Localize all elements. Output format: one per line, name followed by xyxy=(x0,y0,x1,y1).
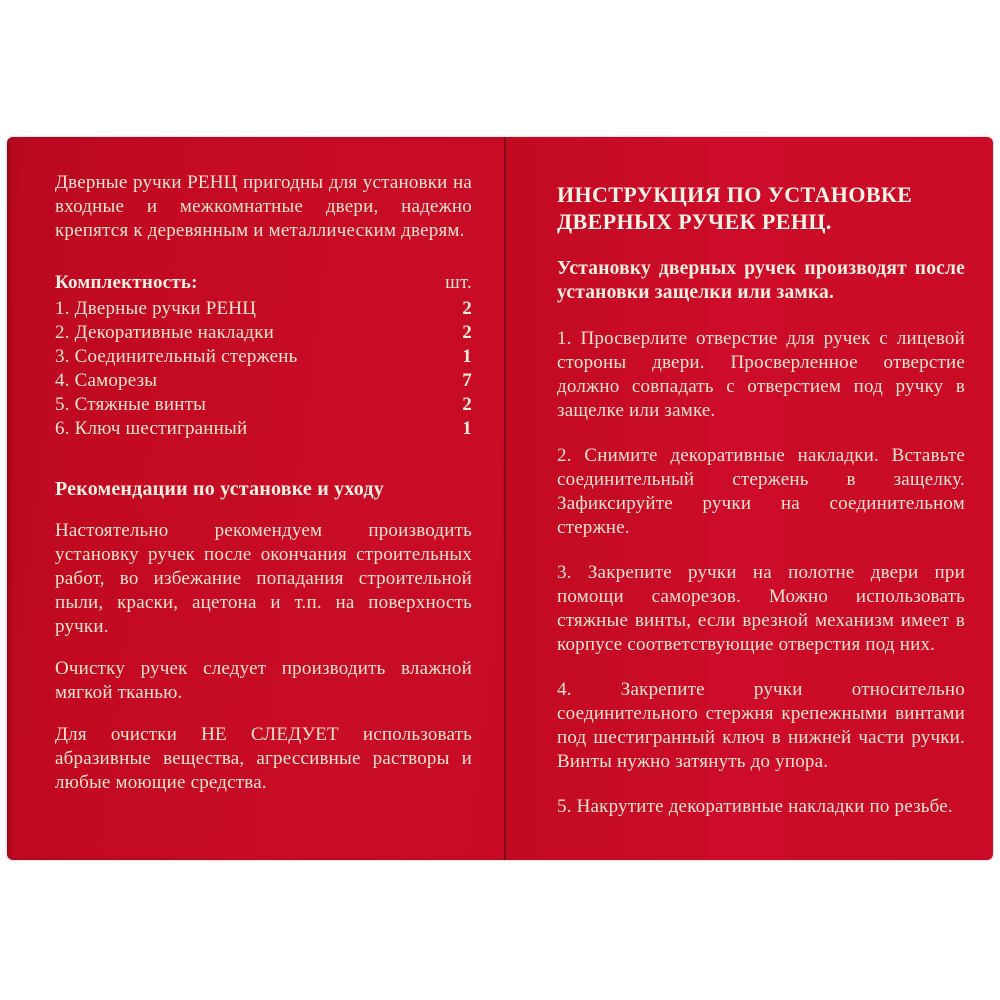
kit-title: Комплектность: xyxy=(55,272,198,293)
kit-item-qty: 1 xyxy=(462,346,472,367)
kit-item-label: 6. Ключ шестигранный xyxy=(55,418,248,439)
list-item xyxy=(55,369,472,393)
kit-header xyxy=(55,271,472,295)
instruction-step: 1. Просверлите отверстие для ручек с лицевой стороны двери. Просверленное отверстие должно совпадать с отверстием под ручку в защелке или замке. xyxy=(557,328,965,421)
care-section-title: Рекомендации по установке и уходу xyxy=(55,478,384,500)
list-item xyxy=(55,417,472,441)
kit-list xyxy=(55,297,472,441)
care-paragraph: Настоятельно рекомендуем производить установку ручек после окончания строительных работ, во избежание попадания строительной пыли, краски, ацетона и т.п. на поверхность ручки. xyxy=(55,520,472,637)
kit-item-qty: 7 xyxy=(462,370,472,391)
instruction-step: 2. Снимите декоративные накладки. Вставьте соединительный стержень в защелку. Зафиксируйте ручки на соединительном стержне. xyxy=(557,445,965,538)
leaflet-right-page xyxy=(505,137,993,860)
booklet-fold-line xyxy=(504,137,507,860)
kit-item-label: 2. Декоративные накладки xyxy=(55,322,275,343)
instruction-lead: Установку дверных ручек производят после установки защелки или замка. xyxy=(557,258,965,303)
list-item xyxy=(55,321,472,345)
kit-item-qty: 2 xyxy=(462,322,472,343)
kit-unit-header: шт. xyxy=(445,272,472,293)
kit-item-qty: 2 xyxy=(462,298,472,319)
kit-item-qty: 2 xyxy=(462,394,472,415)
kit-item-label: 5. Стяжные винты xyxy=(55,394,207,415)
list-item xyxy=(55,345,472,369)
list-item xyxy=(55,393,472,417)
kit-item-label: 4. Саморезы xyxy=(55,370,158,391)
instruction-leaflet xyxy=(7,137,993,860)
list-item xyxy=(55,297,472,321)
instruction-title: ИНСТРУКЦИЯ ПО УСТАНОВКЕ ДВЕРНЫХ РУЧЕК РЕНЦ. xyxy=(557,182,913,234)
leaflet-left-page xyxy=(7,137,505,860)
kit-item-label: 3. Соединительный стержень xyxy=(55,346,298,367)
instruction-step: 4. Закрепите ручки относительно соединительного стержня крепежными винтами под шестигранный ключ в нижней части ручки. Винты нужно затянуть до упора. xyxy=(557,679,965,772)
instruction-step: 3. Закрепите ручки на полотне двери при помощи саморезов. Можно использовать стяжные винты, если врезной механизм имеет в корпусе соответствующие отверстия под них. xyxy=(557,562,965,655)
kit-item-label: 1. Дверные ручки РЕНЦ xyxy=(55,298,257,319)
care-paragraph: Очистку ручек следует производить влажной мягкой тканью. xyxy=(55,658,472,703)
care-paragraph: Для очистки НЕ СЛЕДУЕТ использовать абразивные вещества, агрессивные растворы и любые моющие средства. xyxy=(55,724,472,793)
intro-paragraph: Дверные ручки РЕНЦ пригодны для установки на входные и межкомнатные двери, надежно крепятся к деревянным и металлическим дверям. xyxy=(55,172,472,241)
kit-item-qty: 1 xyxy=(462,418,472,439)
instruction-step: 5. Накрутите декоративные накладки по резьбе. xyxy=(557,796,953,817)
